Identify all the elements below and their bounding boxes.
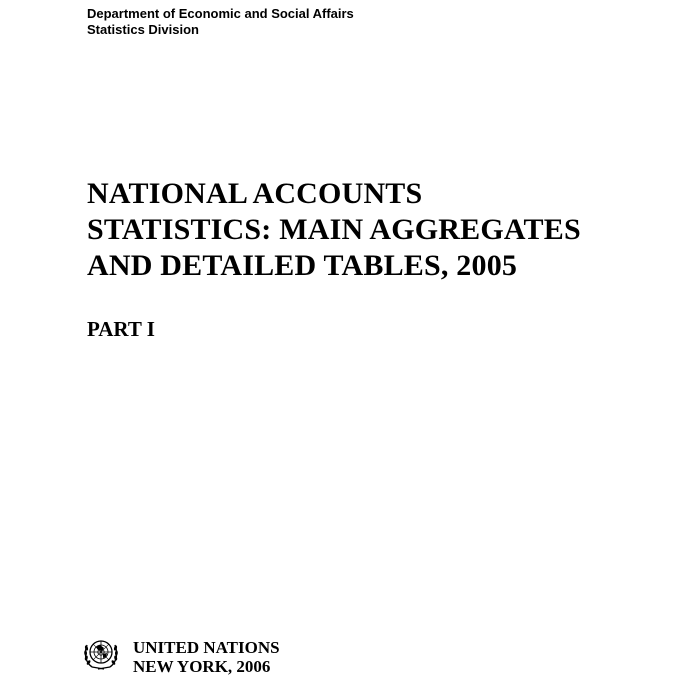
department-name: Department of Economic and Social Affairs <box>87 6 354 21</box>
part-label: PART I <box>87 317 155 341</box>
department-header <box>87 6 354 38</box>
publication-place-year: NEW YORK, 2006 <box>133 657 271 676</box>
document-title <box>87 176 581 284</box>
publisher-block <box>133 638 280 676</box>
division-name: Statistics Division <box>87 22 199 37</box>
title-line-2: STATISTICS: MAIN AGGREGATES <box>87 213 581 246</box>
publisher-name: UNITED NATIONS <box>133 638 280 657</box>
un-emblem-icon <box>82 635 120 671</box>
title-line-1: NATIONAL ACCOUNTS <box>87 177 423 210</box>
title-line-3: AND DETAILED TABLES, 2005 <box>87 249 518 282</box>
